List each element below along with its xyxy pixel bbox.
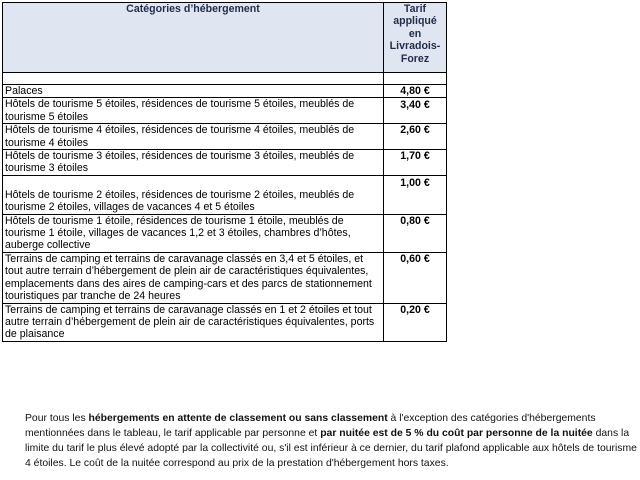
- note-text: Pour tous les: [25, 413, 89, 424]
- note-bold: hébergements en attente de classement ou sans classement: [88, 413, 388, 424]
- tarif-cell: 2,60 €: [384, 124, 447, 150]
- note-paragraph: [25, 411, 637, 471]
- note-bold: par nuitée est de 5 % du coût par personne de la nuitée: [320, 428, 593, 439]
- table-row: [3, 252, 447, 303]
- category-cell: Terrains de camping et terrains de caravanage classés en 3,4 et 5 étoiles, et tout autre terrain d’hébergement de plein air de caractéristiques équivalentes, emplacements dans des aires de camping-cars et des parcs de stationnement touristiques par tranche de 24 heures: [3, 252, 384, 303]
- table-row: [3, 98, 447, 124]
- table-row: [3, 303, 447, 341]
- tarif-cell: 0,60 €: [384, 252, 447, 303]
- table-row: [3, 150, 447, 176]
- spacer-cell: [384, 73, 447, 85]
- table-row: [3, 124, 447, 150]
- category-cell: Palaces: [3, 85, 384, 98]
- note-text: à l'exception des catégories d'hébergements mentionnées dans le tableau, le tarif applicable par personne et: [25, 413, 596, 439]
- tarif-cell: 3,40 €: [384, 98, 447, 124]
- tarif-table: [2, 2, 447, 342]
- category-cell: Hôtels de tourisme 1 étoile, résidences de tourisme 1 étoile, meublés de tourisme 1 étoile, villages de vacances 1,2 et 3 étoiles, chambres d’hôtes, auberge collective: [3, 214, 384, 252]
- category-cell: Hôtels de tourisme 4 étoiles, résidences de tourisme 4 étoiles, meublés de tourisme 4 étoiles: [3, 124, 384, 150]
- tarif-cell: 1,00 €: [384, 175, 447, 214]
- category-cell: Hôtels de tourisme 3 étoiles, résidences de tourisme 3 étoiles, meublés de tourisme 3 étoiles: [3, 150, 384, 176]
- spacer-cell: [3, 73, 384, 85]
- tarif-cell: 0,20 €: [384, 303, 447, 341]
- table-row: [3, 175, 447, 214]
- table-header-row: [3, 3, 447, 73]
- header-category: Catégories d’hébergement: [3, 3, 384, 73]
- category-cell: Hôtels de tourisme 2 étoiles, résidences de tourisme 2 étoiles, meublés de tourisme 2 étoiles, villages de vacances 4 et 5 étoiles: [3, 175, 384, 214]
- header-tarif: Tarif appliqué en Livradois-Forez: [384, 3, 447, 73]
- note-text: dans la limite du tarif le plus élevé adopté par la collectivité ou, s'il est inférieur à ce dernier, du tarif plafond applicable aux hôtels de tourisme 4 étoiles. Le coût de la nuitée correspond au prix de la prestation d'hébergement hors taxes.: [25, 428, 637, 469]
- tarif-cell: 4,80 €: [384, 85, 447, 98]
- table-row: [3, 214, 447, 252]
- tarif-cell: 0,80 €: [384, 214, 447, 252]
- category-cell: Terrains de camping et terrains de caravanage classés en 1 et 2 étoiles et tout autre terrain d’hébergement de plein air de caractéristiques équivalentes, ports de plaisance: [3, 303, 384, 341]
- table-row: [3, 85, 447, 98]
- category-cell: Hôtels de tourisme 5 étoiles, résidences de tourisme 5 étoiles, meublés de tourisme 5 étoiles: [3, 98, 384, 124]
- table-spacer-row: [3, 73, 447, 85]
- tarif-cell: 1,70 €: [384, 150, 447, 176]
